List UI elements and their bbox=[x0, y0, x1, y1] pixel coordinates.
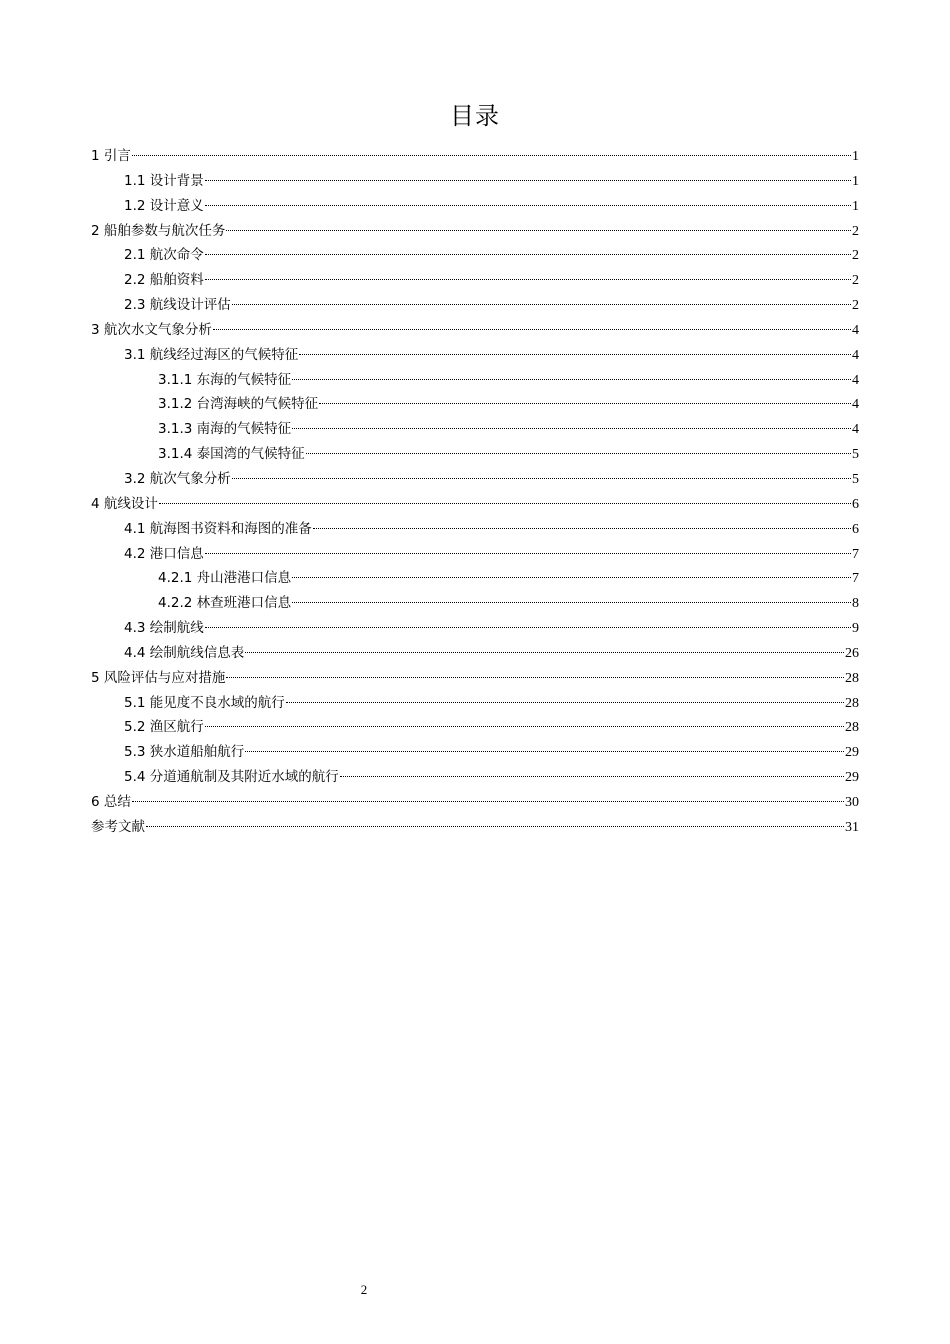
toc-entry-label: 2.3 航线设计评估 bbox=[124, 297, 231, 314]
toc-entry-label: 5.3 狭水道船舶航行 bbox=[124, 744, 245, 761]
dot-leader bbox=[292, 427, 851, 429]
toc-entry-page-number: 4 bbox=[852, 422, 859, 438]
dot-leader bbox=[205, 179, 851, 181]
toc-entry-label: 4.2.1 舟山港港口信息 bbox=[158, 570, 292, 587]
toc-entry-label: 4.2.2 林查班港口信息 bbox=[158, 595, 292, 612]
dot-leader bbox=[299, 353, 851, 355]
toc-entry[interactable] bbox=[91, 517, 859, 542]
toc-entry-page-number: 28 bbox=[845, 695, 859, 711]
toc-entry-label: 6 总结 bbox=[91, 793, 131, 810]
toc-entry-label: 2 船舶参数与航次任务 bbox=[91, 222, 226, 239]
dot-leader bbox=[319, 402, 851, 404]
toc-entry-label: 2.2 船舶资料 bbox=[124, 272, 204, 289]
toc-entry-page-number: 1 bbox=[852, 149, 859, 164]
dot-leader bbox=[132, 800, 844, 802]
toc-entry-label: 4.3 绘制航线 bbox=[124, 620, 204, 637]
dot-leader bbox=[292, 378, 851, 380]
toc-entry[interactable] bbox=[91, 666, 859, 691]
toc-entry[interactable] bbox=[91, 715, 859, 740]
toc-entry[interactable] bbox=[91, 169, 859, 194]
toc-entry-label: 3.2 航次气象分析 bbox=[124, 470, 231, 487]
toc-entry[interactable] bbox=[91, 542, 859, 567]
toc-entry-label: 5.4 分道通航制及其附近水域的航行 bbox=[124, 769, 339, 786]
toc-entry-page-number: 5 bbox=[852, 471, 859, 487]
toc-entry-page-number: 4 bbox=[852, 372, 859, 388]
toc-title: 目录 bbox=[450, 102, 500, 130]
dot-leader bbox=[292, 601, 851, 603]
toc-entry-label: 3.1 航线经过海区的气候特征 bbox=[124, 346, 299, 363]
toc-entry[interactable] bbox=[91, 219, 859, 244]
toc-entry[interactable] bbox=[91, 243, 859, 268]
toc-entry[interactable] bbox=[91, 318, 859, 343]
toc-entry-page-number: 5 bbox=[852, 447, 859, 463]
toc-entry-page-number: 2 bbox=[852, 248, 859, 264]
toc-entry[interactable] bbox=[91, 392, 859, 417]
toc-entry-label: 3.1.3 南海的气候特征 bbox=[158, 421, 292, 438]
dot-leader bbox=[205, 626, 851, 628]
toc-entry-label: 3 航次水文气象分析 bbox=[91, 321, 212, 338]
toc-entry[interactable] bbox=[91, 765, 859, 790]
dot-leader bbox=[245, 651, 844, 653]
toc-entry[interactable] bbox=[91, 343, 859, 368]
toc-entry[interactable] bbox=[91, 293, 859, 318]
dot-leader bbox=[232, 303, 851, 305]
toc-entry-page-number: 8 bbox=[852, 596, 859, 612]
toc-entry-label: 4.4 绘制航线信息表 bbox=[124, 644, 245, 661]
toc-entry-page-number: 1 bbox=[852, 173, 859, 189]
toc-entry-label: 4.2 港口信息 bbox=[124, 545, 204, 562]
toc-entry[interactable] bbox=[91, 368, 859, 393]
toc-entry[interactable] bbox=[91, 790, 859, 815]
toc-entry-page-number: 2 bbox=[852, 298, 859, 314]
dot-leader bbox=[245, 750, 844, 752]
dot-leader bbox=[146, 825, 844, 827]
toc-entry-page-number: 31 bbox=[845, 819, 859, 835]
toc-entry[interactable] bbox=[91, 194, 859, 219]
dot-leader bbox=[226, 676, 844, 678]
toc-entry[interactable] bbox=[91, 591, 859, 616]
toc-entry-label: 5.2 渔区航行 bbox=[124, 719, 204, 736]
toc-entry[interactable] bbox=[91, 641, 859, 666]
toc-entry[interactable] bbox=[91, 566, 859, 591]
dot-leader bbox=[205, 253, 851, 255]
toc-entry-page-number: 7 bbox=[852, 571, 859, 587]
dot-leader bbox=[340, 775, 844, 777]
toc-entry-page-number: 4 bbox=[852, 397, 859, 413]
toc-entry-page-number: 6 bbox=[852, 521, 859, 537]
toc-entry-page-number: 30 bbox=[845, 794, 859, 810]
toc-entry-label: 1 引言 bbox=[91, 148, 131, 164]
toc-entry-label: 5.1 能见度不良水域的航行 bbox=[124, 694, 285, 711]
toc-entry[interactable] bbox=[91, 740, 859, 765]
toc-entry-page-number: 29 bbox=[845, 745, 859, 761]
dot-leader bbox=[292, 576, 851, 578]
toc-entry[interactable] bbox=[91, 691, 859, 716]
toc-entry-page-number: 4 bbox=[852, 322, 859, 338]
toc-entry[interactable] bbox=[91, 144, 859, 169]
toc-entry-label: 3.1.1 东海的气候特征 bbox=[158, 371, 292, 388]
dot-leader bbox=[313, 527, 851, 529]
toc-entry-page-number: 28 bbox=[845, 670, 859, 686]
toc-entry[interactable] bbox=[91, 492, 859, 517]
toc-entry-page-number: 9 bbox=[852, 621, 859, 637]
toc-entry-page-number: 7 bbox=[852, 546, 859, 562]
toc-entry-page-number: 28 bbox=[845, 720, 859, 736]
dot-leader bbox=[213, 328, 851, 330]
toc-entry-label: 5 风险评估与应对措施 bbox=[91, 669, 226, 686]
toc-entry-page-number: 1 bbox=[852, 198, 859, 214]
dot-leader bbox=[205, 204, 851, 206]
toc-entry-page-number: 4 bbox=[852, 347, 859, 363]
toc-entry-label: 4.1 航海图书资料和海图的准备 bbox=[124, 520, 312, 537]
dot-leader bbox=[132, 154, 851, 156]
toc-entry-label: 2.1 航次命令 bbox=[124, 247, 204, 264]
toc-entry-label: 1.1 设计背景 bbox=[124, 172, 204, 189]
toc-entry-label: 3.1.4 泰国湾的气候特征 bbox=[158, 446, 305, 463]
toc-entry[interactable] bbox=[91, 815, 859, 840]
toc-entry-page-number: 6 bbox=[852, 496, 859, 512]
toc-entry[interactable] bbox=[91, 467, 859, 492]
dot-leader bbox=[205, 725, 844, 727]
toc-entry-label: 3.1.2 台湾海峡的气候特征 bbox=[158, 396, 319, 413]
toc-entry[interactable] bbox=[91, 442, 859, 467]
toc-entry[interactable] bbox=[91, 417, 859, 442]
dot-leader bbox=[205, 552, 851, 554]
page-number: 2 bbox=[360, 1282, 368, 1297]
dot-leader bbox=[159, 502, 851, 504]
dot-leader bbox=[286, 701, 844, 703]
toc-entry-label: 1.2 设计意义 bbox=[124, 197, 204, 214]
toc-entry-label: 参考文献 bbox=[91, 818, 145, 835]
dot-leader bbox=[232, 477, 851, 479]
toc-entry-page-number: 2 bbox=[852, 223, 859, 239]
toc-entry-page-number: 29 bbox=[845, 770, 859, 786]
dot-leader bbox=[205, 278, 851, 280]
toc-entry-page-number: 2 bbox=[852, 273, 859, 289]
toc-entry[interactable] bbox=[91, 268, 859, 293]
dot-leader bbox=[226, 229, 851, 231]
toc-entry-label: 4 航线设计 bbox=[91, 495, 158, 512]
table-of-contents bbox=[91, 144, 859, 840]
toc-entry[interactable] bbox=[91, 616, 859, 641]
dot-leader bbox=[306, 452, 851, 454]
toc-entry-page-number: 26 bbox=[845, 645, 859, 661]
